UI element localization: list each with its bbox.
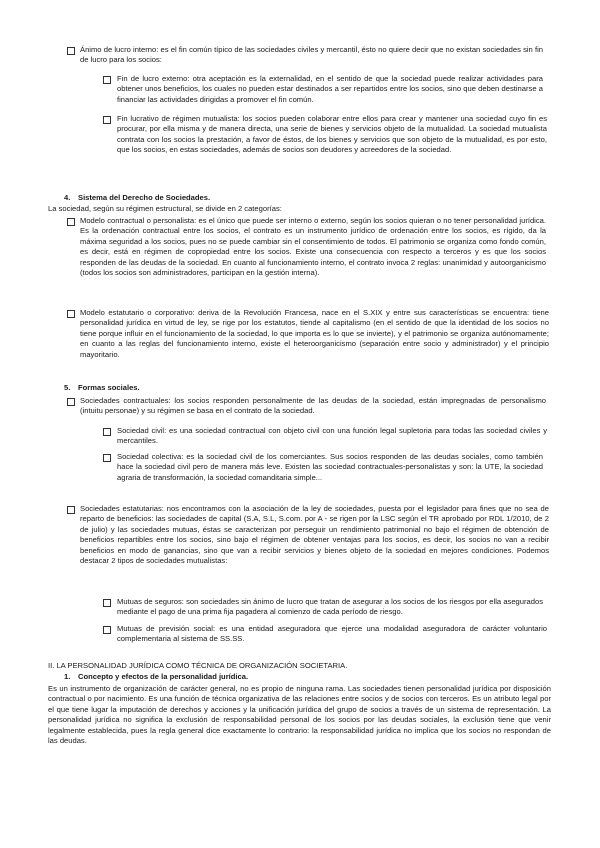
paragraph-mutuas-prevision: Mutuas de previsión social: es una entidad aseguradora que ejerce una modalidad aseguradora de carácter voluntario complementaria al sistema de SS.SS. <box>117 624 547 644</box>
heading-number: 1. <box>64 672 71 681</box>
heading-text: Sistema del Derecho de Sociedades. <box>78 193 211 202</box>
heading-number: 5. <box>64 383 71 392</box>
checkbox-lucro-interno[interactable] <box>67 47 75 55</box>
paragraph-lucro-externo: Fin de lucro externo: otra aceptación es la externalidad, en el sentido de que la sociedad puede realizar actividades para obtener unos beneficios, los cuales no pueden estar destinados a ser repartidos entre los socios, sino que deben destinarse a financiar las actividades dirigidas a promover el fin común. <box>117 74 543 104</box>
checkbox-sociedad-civil[interactable] <box>103 428 111 436</box>
checkbox-mutuas-seguros[interactable] <box>103 599 111 607</box>
heading-text: Concepto y efectos de la personalidad jurídica. <box>78 672 249 681</box>
checkbox-lucro-externo[interactable] <box>103 76 111 84</box>
paragraph-mutuas-seguros: Mutuas de seguros: son sociedades sin ánimo de lucro que tratan de asegurar a los socios de los riesgos por ella asegurados mediante el pago de una prima fija pagadera al comienzo de cada período de riesgo. <box>117 597 543 617</box>
checkbox-modelo-contractual[interactable] <box>67 218 75 226</box>
paragraph-sociedad-civil: Sociedad civil: es una sociedad contractual con objeto civil con una función legal supletoria para todas las sociedad civiles y mercantiles. <box>117 426 547 446</box>
paragraph-sociedad-colectiva: Sociedad colectiva: es la sociedad civil de los comerciantes. Sus socios responden de las deudas sociales, como también hace la sociedad civil pero de manera más leve. Existen las sociedad contractuales-personalistas y son: la UTE, la sociedad agraria de transformación, la sociedad comanditaria simple... <box>117 452 543 482</box>
checkbox-modelo-estatutario[interactable] <box>67 310 75 318</box>
paragraph-lucro-interno: Ánimo de lucro interno: es el fin común típico de las sociedades civiles y mercantil, ésto no quiere decir que no existan sociedades sin fin de lucro para los socios: <box>80 45 543 65</box>
paragraph-lucrativo-mutualista: Fin lucrativo de régimen mutualista: los socios pueden colaborar entre ellos para crear y mantener una sociedad cuyo fin es procurar, por ella misma y de manera directa, una serie de bienes y servicios objeto de la mutualidad. La sociedad mutualista contrata con los socios la prestación, a favor de éstos, de los bienes y servicios que son objeto de la mutualidad, es por esto, que los socios, en estas sociedades, además de socios son deudores y acreedores de la sociedad. <box>117 114 547 155</box>
checkbox-mutuas-prevision[interactable] <box>103 626 111 634</box>
paragraph-modelo-estatutario: Modelo estatutario o corporativo: deriva de la Revolución Francesa, nace en el S.XIX y entre sus características se encuentra: tiene personalidad jurídica en virtud de ley, se rige por los estatutos, tiende al capitalismo (en el sentido de que la identidad de los socios no tiene porque influir en el funcionamiento de la sociedad, lo que importa es lo que se invierte), y el patrimonio se organiza autónomamente; en cuanto a las reglas del funcionamiento interno, existe el heteroorganicismo (separación entre socio y administrador) y el principio mayoritario. <box>80 308 549 359</box>
checkbox-sociedades-contractuales[interactable] <box>67 398 75 406</box>
intro-categorias: La sociedad, según su régimen estructural, se divide en 2 categorías: <box>48 204 282 213</box>
paragraph-personalidad-juridica: Es un instrumento de organización de carácter general, no es propio de ninguna rama. Las sociedades tienen personalidad jurídica por disposición contractual o por nacimiento. Es una función de técnica organizativa de las relaciones entre socios y de socios con terceros. Es un atributo legal por el que tiene lugar la imputación de derechos y acciones y la unificación jurídica del grupo de socios a través de un sistema de representación. La personalidad jurídica no significa la exclusión de responsabilidad personal de los socios por las deudas sociales, la exclusión tiene que venir legalmente establecida, pues la regla general dice exactamente lo contrario: la responsabilidad jurídica no implica que los socios no respondan de las deudas. <box>48 684 551 746</box>
paragraph-sociedades-contractuales: Sociedades contractuales: los socios responden personalmente de las deudas de la sociedad, están impregnadas de personalismo (intuitu personae) y su régimen se basa en el contrato de la sociedad. <box>80 396 546 416</box>
heading-number: 4. <box>64 193 71 202</box>
section-title-personalidad: II. LA PERSONALIDAD JURÍDICA COMO TÉCNICA DE ORGANIZACIÓN SOCIETARIA. <box>48 661 348 670</box>
heading-text: Formas sociales. <box>78 383 140 392</box>
heading-sistema-derecho <box>64 193 534 203</box>
paragraph-sociedades-estatutarias: Sociedades estatutarias: nos encontramos con la asociación de la ley de sociedades, puesta por el legislador para fines que no sea de reparto de beneficios: las sociedades de capital (S.A, S.L, S.com. por A - se rigen por la LSC según el TR aprobado por RDL 1/2010, de 2 de julio) y las sociedades mutuas, éstas se caracterizan por perseguir un rendimiento patrimonial no bajo el régimen de obtención de beneficios repartibles entre los socios, sino bajo el régimen de obtener ventajas para los socios, es decir, los socios no van a recibir beneficios en modo de ganancias, sino que van a recibir servicios y bienes objeto de la sociedad en mejores condiciones. Podemos destacar 2 tipos de sociedades mutualistas: <box>80 504 549 566</box>
heading-formas-sociales <box>64 383 534 393</box>
checkbox-sociedad-colectiva[interactable] <box>103 454 111 462</box>
paragraph-modelo-contractual: Modelo contractual o personalista: es el único que puede ser interno o externo, según los socios quieran o no tener personalidad jurídica. Es la ordenación contractual entre los socios, el contrato es un instrumento jurídico de ordenación entre los socios, es rígido, da la máxima seguridad a los socios, pues no se puede cambiar sin el consentimiento de todos. El patrimonio se organiza como fondo común, es decir, está en régimen de copropiedad entre los socios. Existe una consecuencia con respecto a terceros y es que los socios responden de las deudas de la sociedad. En cuanto al funcionamiento interno, el contrato invoca 2 reglas: unanimidad y autoorganicismo (todos los socios son administradores, participan en la gestión interna). <box>80 216 546 278</box>
heading-concepto-efectos <box>64 672 534 682</box>
checkbox-sociedades-estatutarias[interactable] <box>67 506 75 514</box>
checkbox-lucrativo-mutualista[interactable] <box>103 116 111 124</box>
